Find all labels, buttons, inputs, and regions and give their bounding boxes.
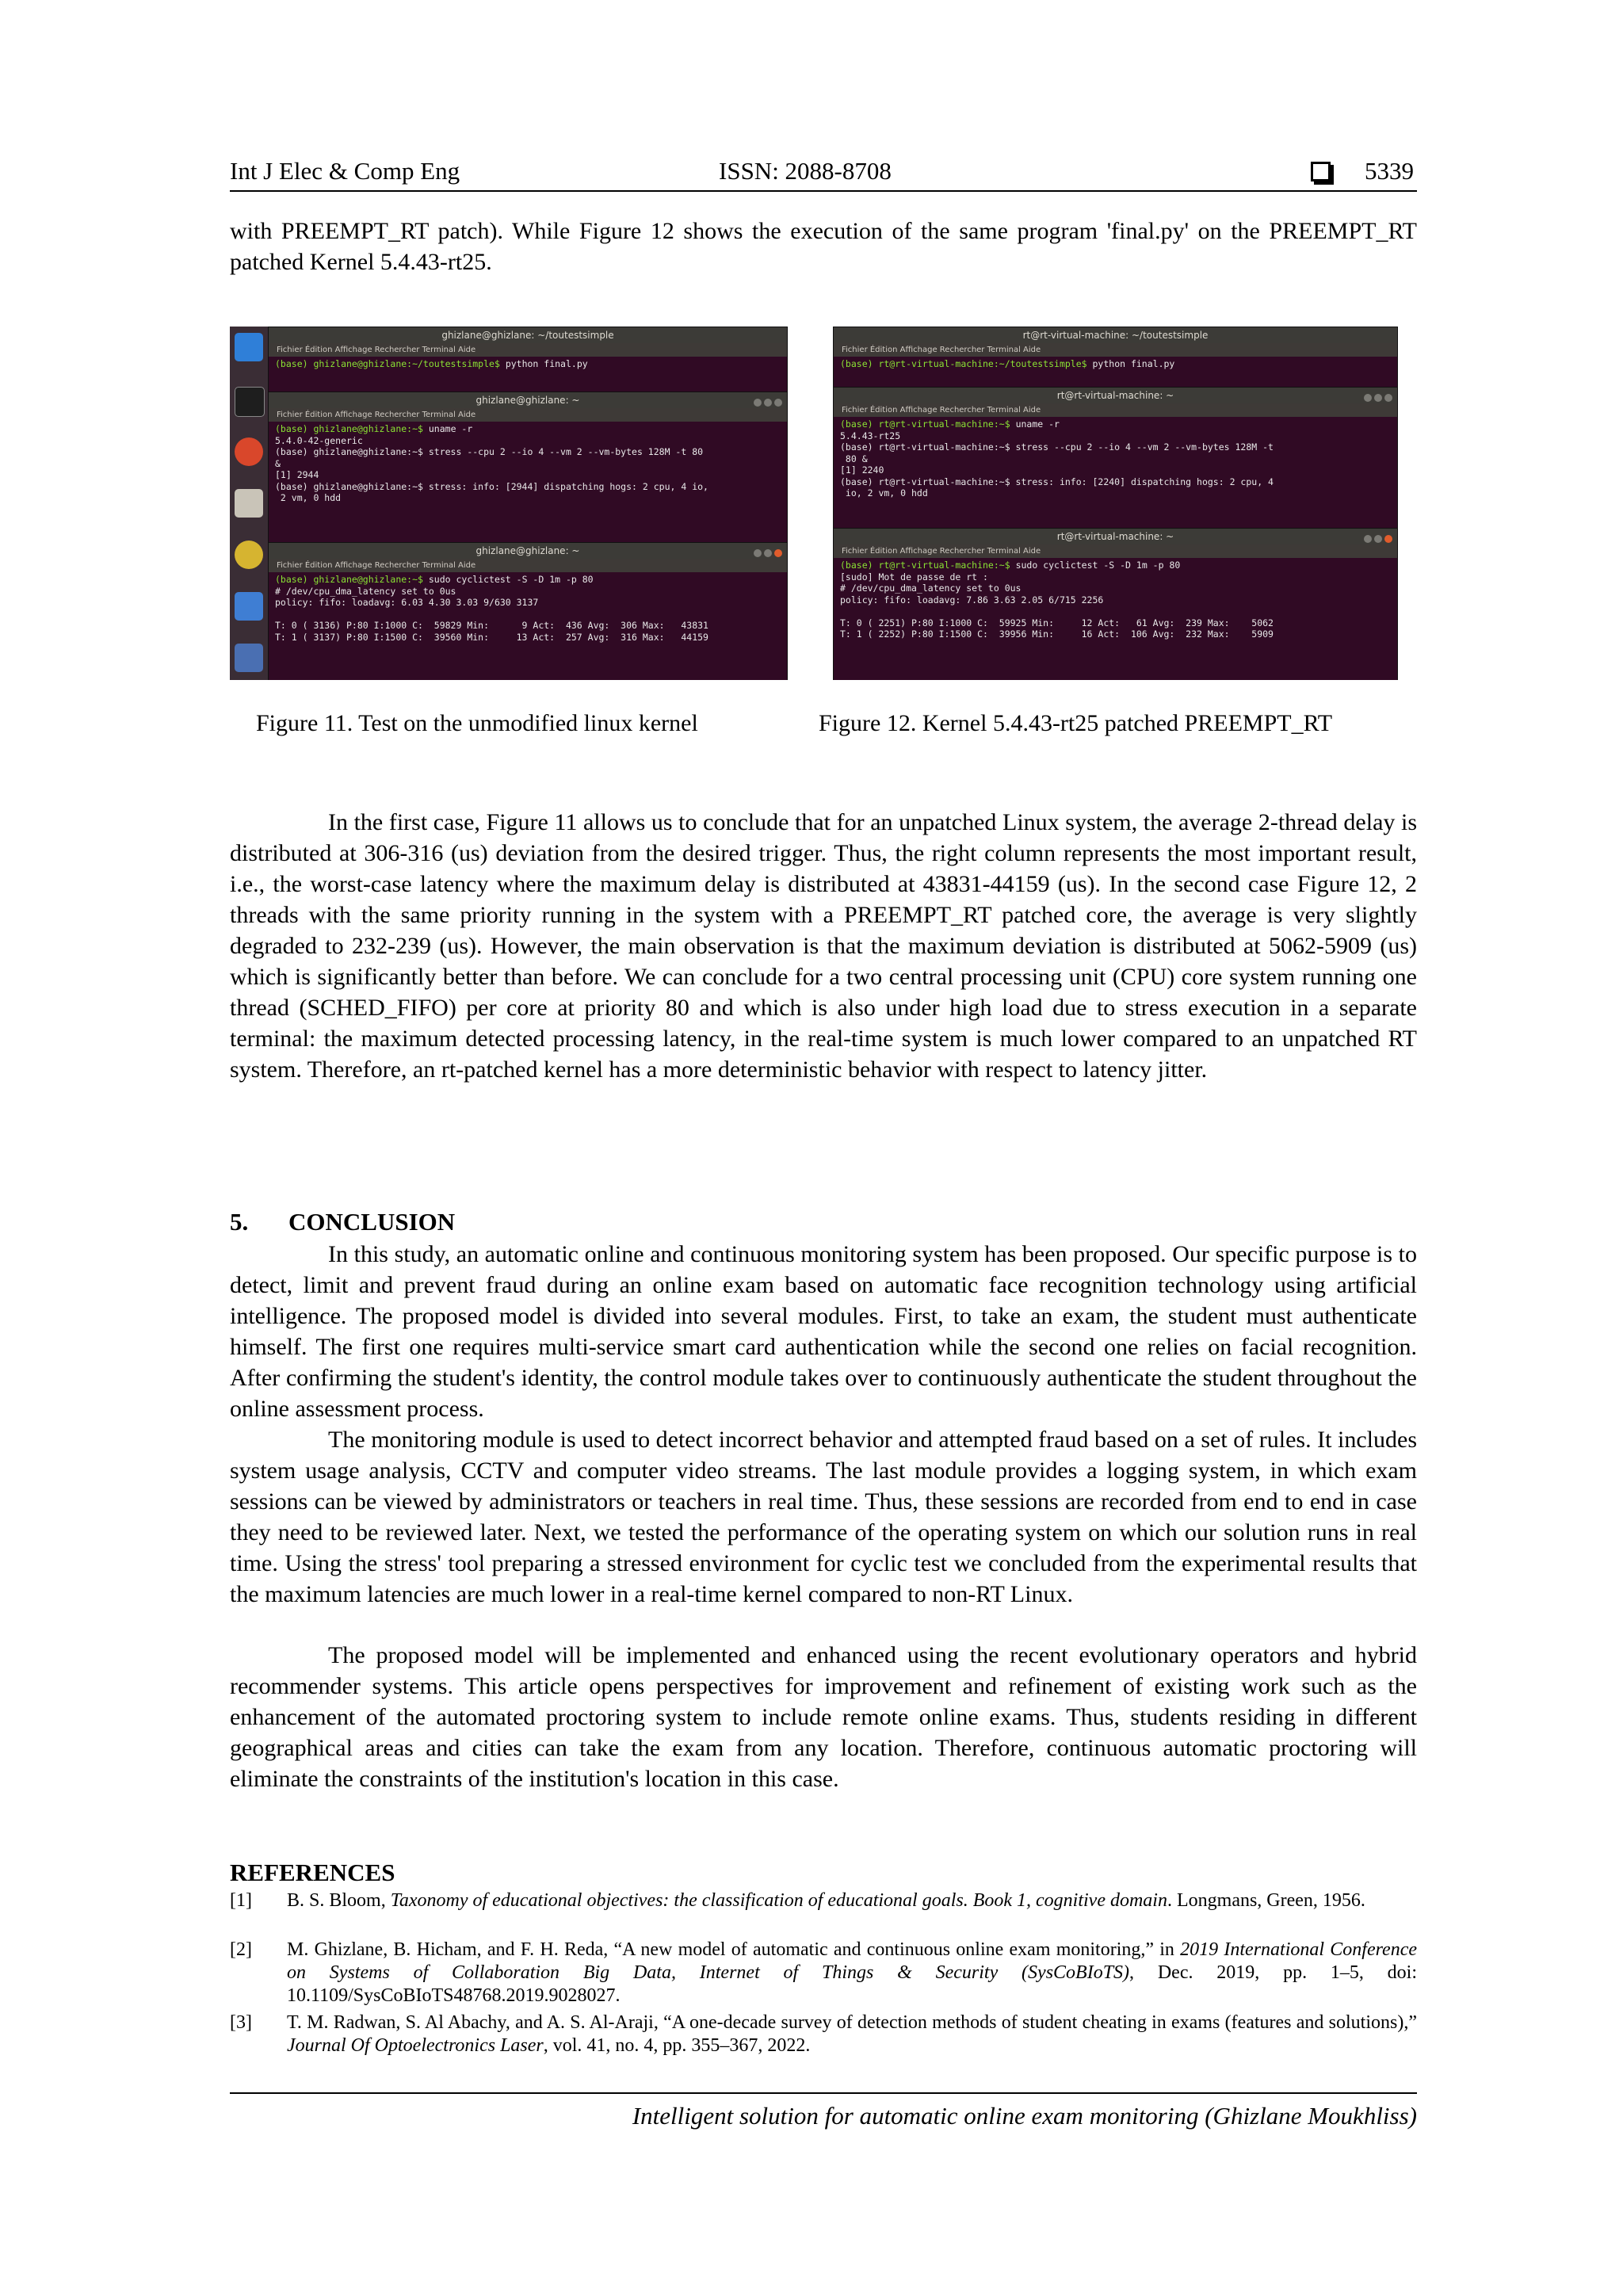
references-heading: REFERENCES: [230, 1859, 395, 1886]
running-footer: Intelligent solution for automatic online exam monitoring (Ghizlane Moukhliss): [632, 2102, 1417, 2130]
terminal-icon: [235, 387, 265, 417]
files-icon: [235, 489, 263, 518]
window-menu: Fichier Édition Affichage Rechercher Terminal Aide: [834, 343, 1397, 357]
window-title: ghizlane@ghizlane: ~: [269, 392, 787, 408]
footer-rule: [230, 2092, 1417, 2094]
page-number: 5339: [1365, 157, 1414, 185]
journal-name: Int J Elec & Comp Eng: [230, 157, 460, 185]
prompt: (base) ghizlane@ghizlane:~$: [275, 423, 423, 434]
window-title: ghizlane@ghizlane: ~: [269, 543, 787, 559]
prompt: (base) rt@rt-virtual-machine:~$: [840, 560, 1010, 571]
figure-11-caption: Figure 11. Test on the unmodified linux kernel: [256, 710, 698, 736]
launcher-dock: [230, 327, 268, 680]
figure-12-caption: Figure 12. Kernel 5.4.43-rt25 patched PREEMPT_RT: [819, 710, 1333, 736]
prompt: (base) ghizlane@ghizlane:~$: [275, 574, 423, 585]
figure-12-screenshot: [833, 327, 1398, 680]
section-heading: 5. CONCLUSION: [230, 1208, 456, 1236]
disc-icon: [235, 541, 263, 569]
window-menu: Fichier Édition Affichage Rechercher Terminal Aide: [834, 403, 1397, 417]
conclusion-paragraph-3: The proposed model will be implemented and enhanced using the recent evolutionary operators and hybrid recommender systems. This article opens perspectives for improvement and refinement of existing work such as the enhancement of the automated proctoring system to include remote online exams. Thus, students residing in different geographical areas and cities can take the exam from any location. Therefore, continuous automatic proctoring will eliminate the constraints of the institution's location in this case.: [230, 1642, 1417, 1792]
window-controls[interactable]: [751, 546, 782, 562]
terminal-output: (base) rt@rt-virtual-machine:~$ uname -r 5.4.43-rt25 (base) rt@rt-virtual-machine:~$ stress --cpu 2 --io 4 --vm 2 --vm-bytes 128M -t 80 & [1] 2240 (base) rt@rt-virtual-machine:~$ stress: info: [2240] dispatching hogs: 2 cpu, 4 io, 2 vm, 0 hdd: [840, 418, 1274, 499]
document-icon: [235, 592, 263, 621]
figure-11-screenshot: [230, 327, 788, 680]
terminal-window-1: [268, 327, 788, 398]
prompt: (base) ghizlane@ghizlane:~/toutestsimple$: [275, 358, 500, 369]
window-controls[interactable]: [1361, 391, 1392, 407]
prompt: (base) rt@rt-virtual-machine:~$: [840, 418, 1010, 430]
reference-item: [2] M. Ghizlane, B. Hicham, and F. H. Reda, “A new model of automatic and continuous online exam monitoring,” in 2019 International Conference on Systems of Collaboration Big Data, Internet of Things & Security (SysCoBIoTS), Dec. 2019, pp. 1–5, doi: 10.1109/SysCoBIoTS48768.2019.9028027.: [230, 1939, 1417, 2006]
terminal-output: (base) rt@rt-virtual-machine:~/toutestsimple$ python final.py: [840, 358, 1175, 369]
terminal-line: python final.py: [505, 358, 588, 369]
intro-paragraph: with PREEMPT_RT patch). While Figure 12 shows the execution of the same program 'final.py' on the PREEMPT_RT patched Kernel 5.4.43-rt25.: [230, 218, 1417, 275]
window-menu: Fichier Édition Affichage Rechercher Terminal Aide: [834, 544, 1397, 558]
vscode-icon: [235, 333, 263, 361]
terminal-output: (base) ghizlane@ghizlane:~$ sudo cyclictest -S -D 1m -p 80 # /dev/cpu_dma_latency set to 0us policy: fifo: loadavg: 6.03 4.30 3.03 9/630 3137 T: 0 ( 3136) P:80 I:1000 C: 59829 Min: 9 Act: 436 Avg: 306 Max: 43831 T: 1 ( 3137) P:80 I:1500 C: 39560 Min: 13 Act: 257 Avg: 316 Max: 44159: [275, 574, 708, 643]
terminal-window-2: [833, 387, 1398, 547]
conclusion-paragraph-1: In this study, an automatic online and continuous monitoring system has been proposed. Our specific purpose is to detect, limit and prevent fraud during an online exam based on automatic face recognition technology using artificial intelligence. The proposed model is divided into several modules. First, to take an exam, the student must authenticate himself. The first one requires multi-service smart card authentication while the second one relies on facial recognition. After confirming the student's identity, the control module takes over to continuously authenticate the student throughout the online assessment process.: [230, 1241, 1417, 1422]
prompt: (base) rt@rt-virtual-machine:~/toutestsimple$: [840, 358, 1087, 369]
issn: ISSN: 2088-8708: [719, 157, 892, 185]
reference-item: [1] B. S. Bloom, Taxonomy of educational objectives: the classification of educational goals. Book 1, cognitive domain. Longmans, Green, 1956.: [230, 1890, 1365, 1911]
window-controls[interactable]: [1361, 532, 1392, 548]
app-icon: [235, 644, 263, 672]
window-title: rt@rt-virtual-machine: ~: [834, 388, 1397, 403]
page-header: [230, 155, 1417, 192]
terminal-window-3: [268, 542, 788, 680]
conclusion-paragraph-2: The monitoring module is used to detect incorrect behavior and attempted fraud based on a set of rules. It includes system usage analysis, CCTV and computer video streams. The last module provides a logging system, in which exam sessions can be viewed by administrators or teachers in real time. Thus, these sessions are recorded from end to end in case they need to be reviewed later. Next, we tested the performance of the operating system on which our solution runs in real time. Using the stress' tool preparing a stressed environment for cyclic test we concluded from the experimental results that the maximum latencies are much lower in a real-time kernel compared to non-RT Linux.: [230, 1427, 1417, 1607]
window-menu: Fichier Édition Affichage Rechercher Terminal Aide: [269, 408, 787, 422]
terminal-output: [269, 357, 787, 372]
window-title: rt@rt-virtual-machine: ~: [834, 529, 1397, 544]
terminal-output: (base) rt@rt-virtual-machine:~$ sudo cyclictest -S -D 1m -p 80 [sudo] Mot de passe de rt : # /dev/cpu_dma_latency set to 0us policy: fifo: loadavg: 7.86 3.63 2.05 6/715 2256 T: 0 ( 2251) P:80 I:1000 C: 59925 Min: 12 Act: 61 Avg: 239 Max: 5062 T: 1 ( 2252) P:80 I:1500 C: 39956 Min: 16 Act: 106 Avg: 232 Max: 5909: [840, 560, 1274, 640]
checkbox-square-icon: [1311, 162, 1331, 181]
window-title: ghizlane@ghizlane: ~/toutestsimple: [269, 327, 787, 343]
window-controls[interactable]: [751, 395, 782, 411]
browser-icon: [235, 437, 263, 466]
terminal-window-2: [268, 392, 788, 552]
reference-item: [3] T. M. Radwan, S. Al Abachy, and A. S. Al-Araji, “A one-decade survey of detection methods of student cheating in exams (features and solutions),” Journal Of Optoelectronics Laser, vol. 41, no. 4, pp. 355–367, 2022.: [230, 2012, 1417, 2056]
window-menu: Fichier Édition Affichage Rechercher Terminal Aide: [269, 559, 787, 572]
window-menu: Fichier Édition Affichage Rechercher Terminal Aide: [269, 343, 787, 357]
window-title: rt@rt-virtual-machine: ~/toutestsimple: [834, 327, 1397, 343]
terminal-output: (base) ghizlane@ghizlane:~$ uname -r 5.4.0-42-generic (base) ghizlane@ghizlane:~$ stress --cpu 2 --io 4 --vm 2 --vm-bytes 128M -t 80 & [1] 2944 (base) ghizlane@ghizlane:~$ stress: info: [2944] dispatching hogs: 2 cpu, 4 io, 2 vm, 0 hdd: [275, 423, 708, 503]
analysis-paragraph: In the first case, Figure 11 allows us to conclude that for an unpatched Linux system, the average 2-thread delay is distributed at 306-316 (us) deviation from the desired trigger. Thus, the right column represents the most important result, i.e., the worst-case latency where the maximum delay is distributed at 43831-44159 (us). In the second case Figure 12, 2 threads with the same priority running in the system with a PREEMPT_RT patched core, the average is very slightly degraded to 232-239 (us). However, the main observation is that the maximum deviation is distributed at 5062-5909 (us) which is significantly better than before. We can conclude for a two central processing unit (CPU) core system running one thread (SCHED_FIFO) per core at priority 80 and which is also under high load due to stress execution in a separate terminal: the maximum detected processing latency, in the real-time system is much lower compared to an unpatched RT system. Therefore, an rt-patched kernel has a more deterministic behavior with respect to latency jitter.: [230, 809, 1417, 1083]
terminal-window-3: [833, 528, 1398, 680]
